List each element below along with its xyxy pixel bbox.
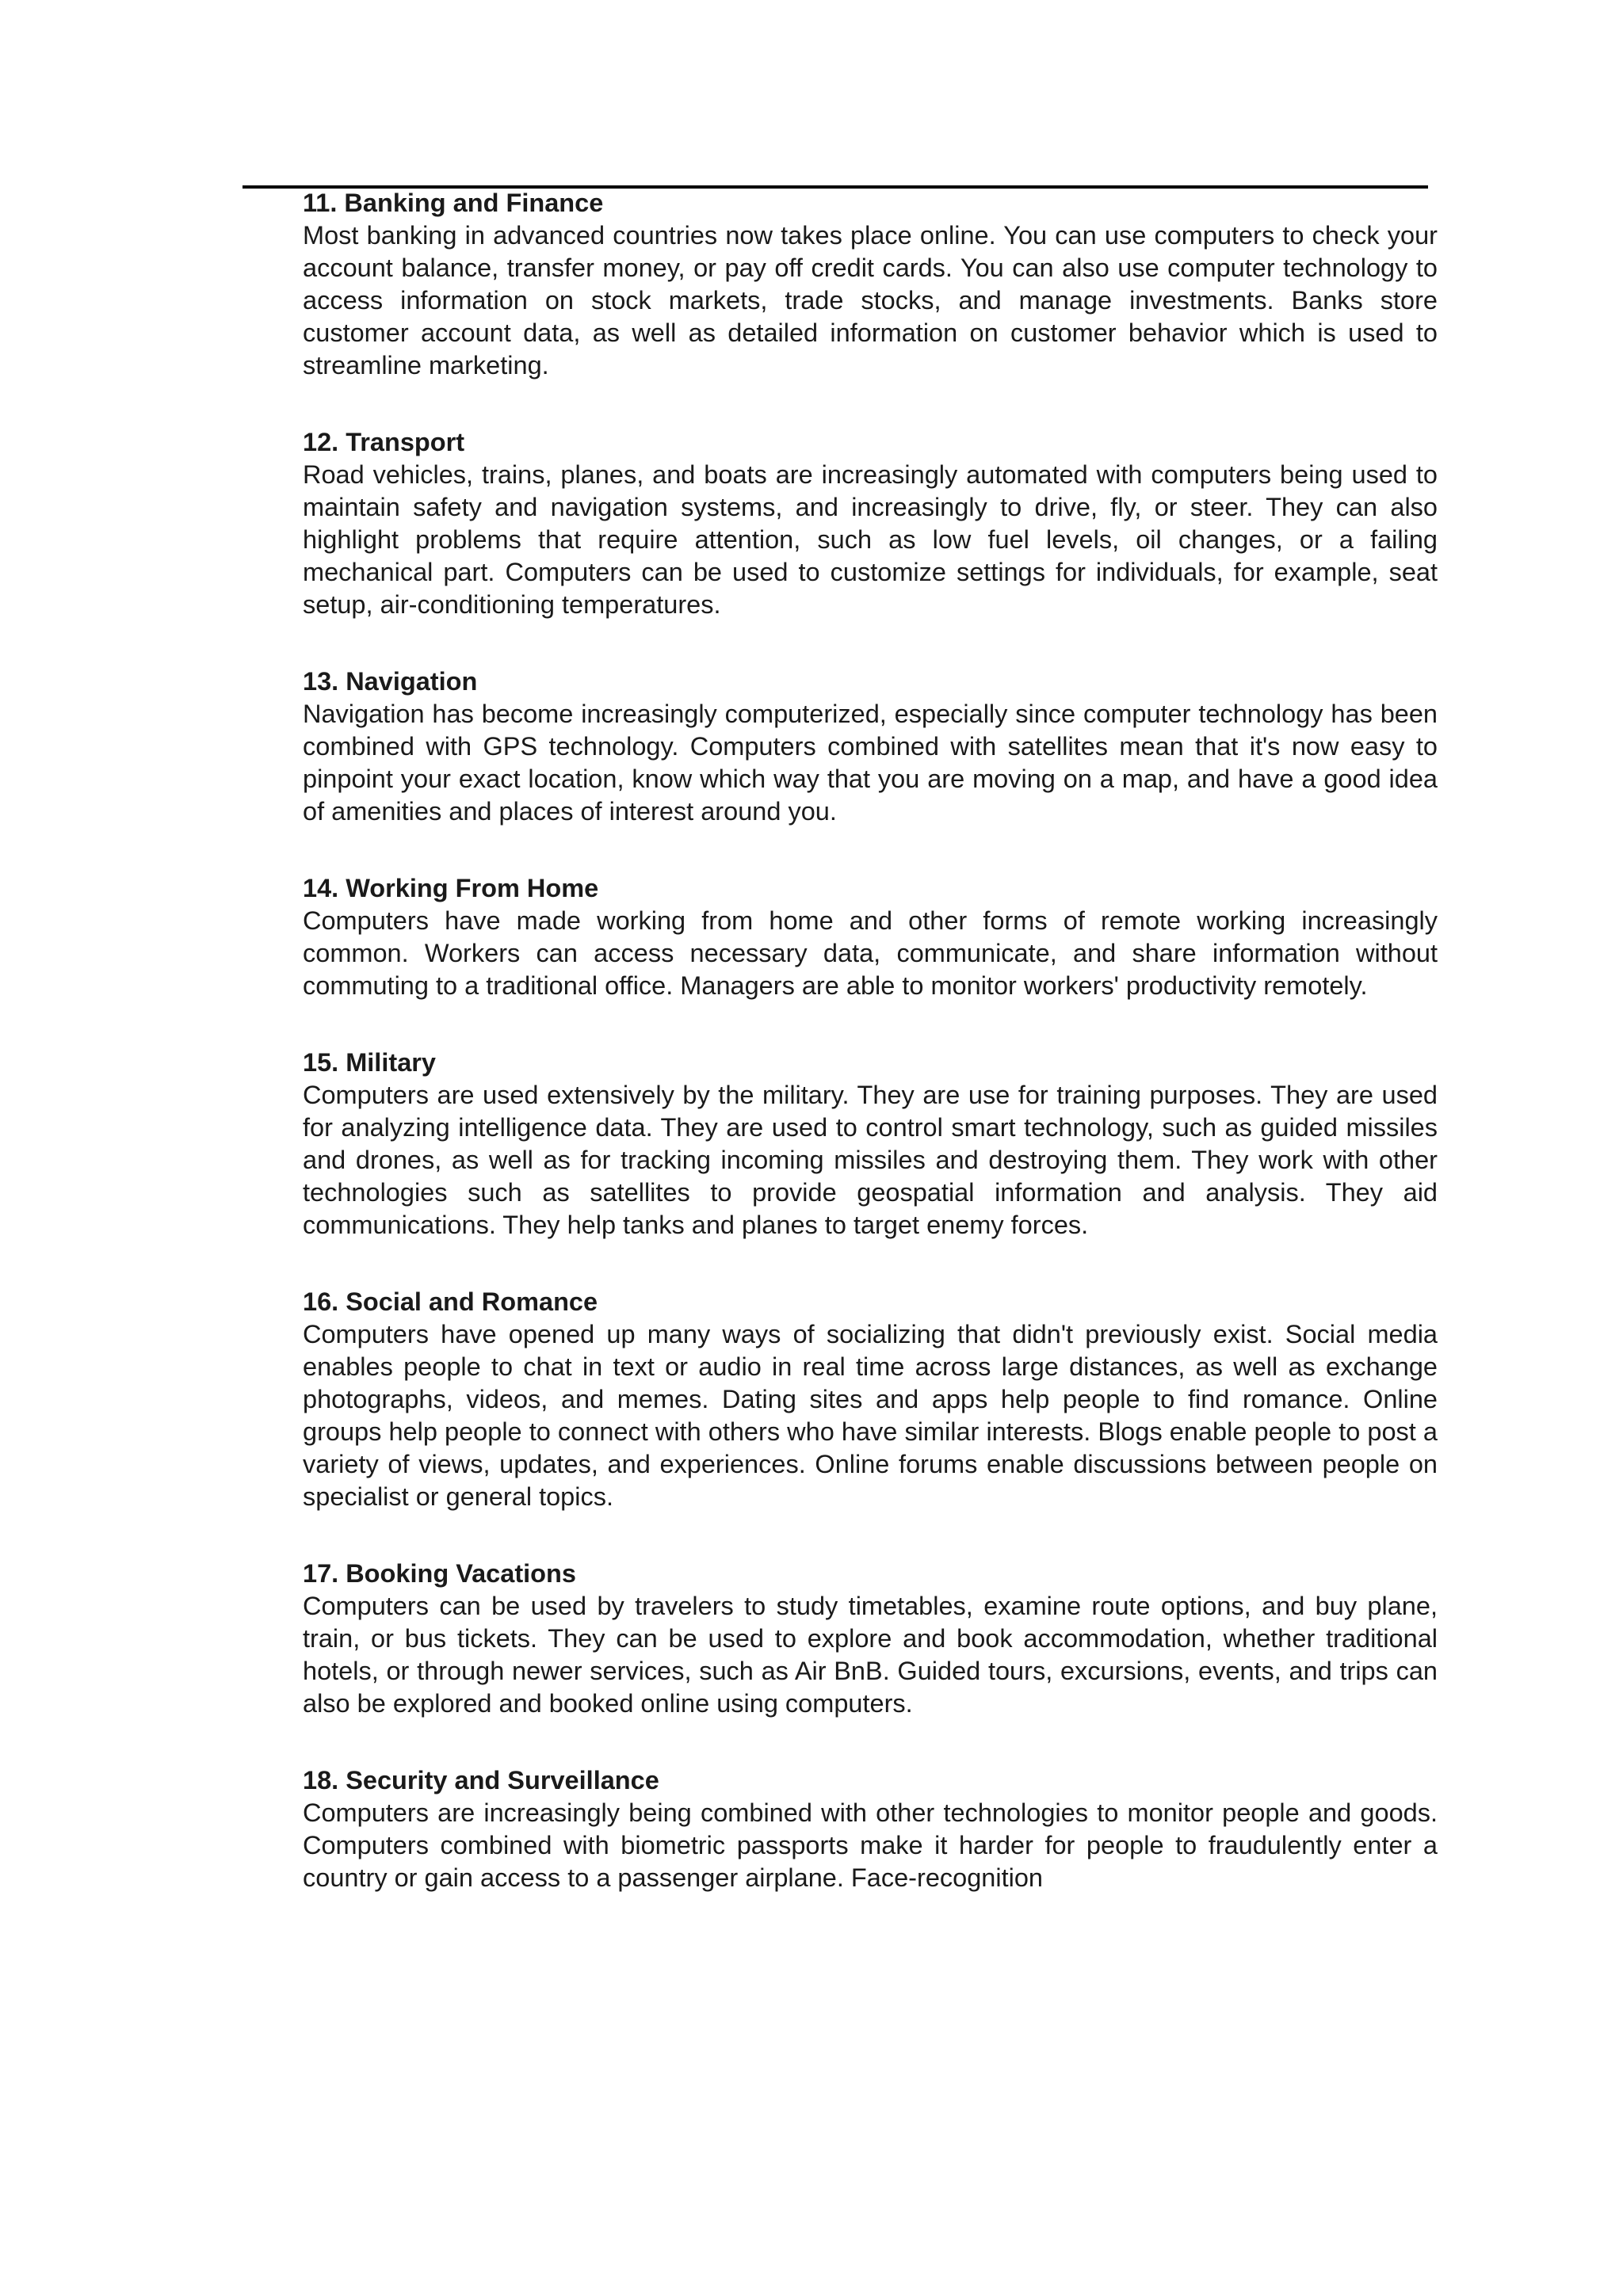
section-body: Computers are increasingly being combined with other technologies to monitor people and goods. Computers combined with biometric passports make it harder for people to fraudulently enter a country or gain access to a passenger airplane. Face-recognition [303,1798,1438,1892]
section-banking-and-finance [303,187,1438,382]
section-working-from-home [303,872,1438,1002]
section-security-and-surveillance [303,1764,1438,1894]
section-title: 16. Social and Romance [303,1287,598,1316]
section-title: 13. Navigation [303,667,478,696]
section-booking-vacations [303,1558,1438,1720]
section-transport [303,426,1438,621]
section-body: Computers have opened up many ways of socializing that didn't previously exist. Social media enables people to chat in text or audio in real time across large distances, as well as exchange photographs, videos, and memes. Dating sites and apps help people to find romance. Online groups help people to connect with others who have similar interests. Blogs enable people to post a variety of views, updates, and experiences. Online forums enable discussions between people on specialist or general topics. [303,1320,1438,1511]
section-navigation [303,666,1438,828]
section-social-and-romance [303,1286,1438,1513]
section-title: 15. Military [303,1048,436,1077]
section-body: Most banking in advanced countries now takes place online. You can use computers to check your account balance, transfer money, or pay off credit cards. You can also use computer technology to access information on stock markets, trade stocks, and manage investments. Banks store customer account data, as well as detailed information on customer behavior which is used to streamline marketing. [303,221,1438,379]
section-title: 18. Security and Surveillance [303,1766,659,1794]
section-body: Computers can be used by travelers to study timetables, examine route options, and buy plane, train, or bus tickets. They can be used to explore and book accommodation, whether traditional hotels, or through newer services, such as Air BnB. Guided tours, excursions, events, and trips can also be explored and booked online using computers. [303,1592,1438,1718]
section-body: Computers are used extensively by the military. They are use for training purposes. They are used for analyzing intelligence data. They are used to control smart technology, such as guided missiles and drones, as well as for tracking incoming missiles and destroying them. They work with other technologies such as satellites to provide geospatial information and analysis. They aid communications. They help tanks and planes to target enemy forces. [303,1081,1438,1239]
section-body: Road vehicles, trains, planes, and boats are increasingly automated with computers being used to maintain safety and navigation systems, and increasingly to drive, fly, or steer. They can also highlight problems that require attention, such as low fuel levels, oil changes, or a failing mechanical part. Computers can be used to customize settings for individuals, for example, seat setup, air-conditioning temperatures. [303,460,1438,619]
document-content [303,187,1438,1939]
section-body: Navigation has become increasingly computerized, especially since computer technology has been combined with GPS technology. Computers combined with satellites mean that it's now easy to pinpoint your exact location, know which way that you are moving on a map, and have a good idea of amenities and places of interest around you. [303,700,1438,826]
section-title: 11. Banking and Finance [303,189,604,217]
section-title: 17. Booking Vacations [303,1559,576,1588]
section-title: 12. Transport [303,428,465,456]
section-title: 14. Working From Home [303,874,599,902]
section-body: Computers have made working from home and other forms of remote working increasingly common. Workers can access necessary data, communicate, and share information without commuting to a traditional office. Managers are able to monitor workers' productivity remotely. [303,906,1438,1000]
section-military [303,1047,1438,1241]
